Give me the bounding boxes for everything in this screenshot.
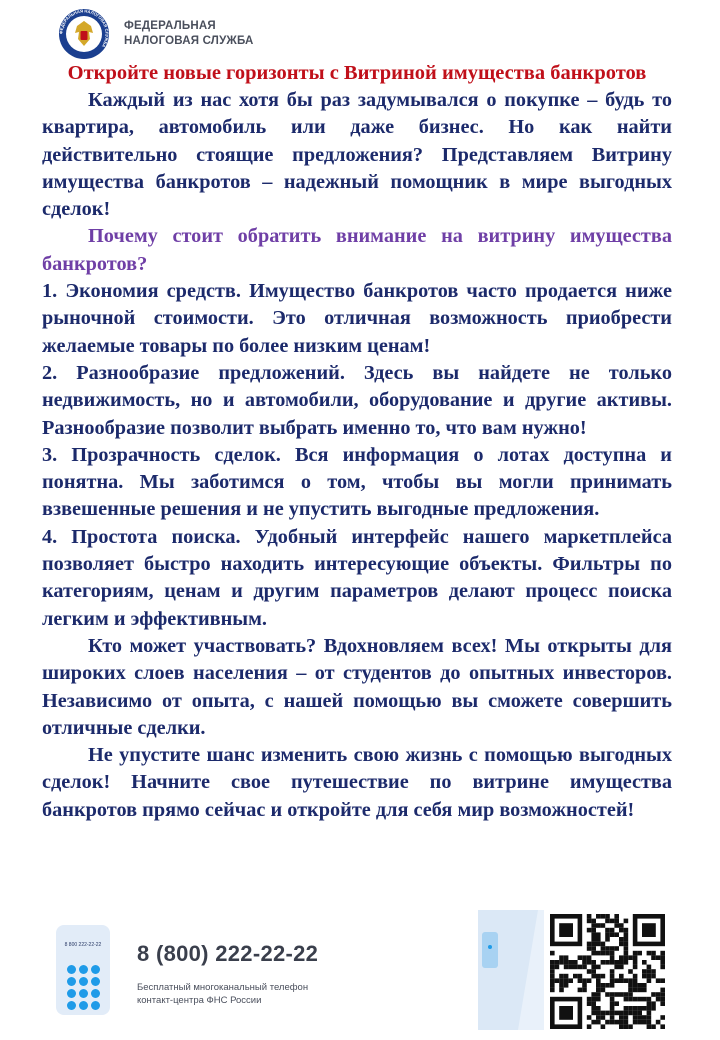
list-item: 1. Экономия средств. Имущество банкротов часто продается ниже рыночной стоимости. Это отличная возможность приобрести желаемые товары по более низким ценам! [42,280,672,357]
hotline-phone[interactable]: 8 (800) 222-22-22 [137,941,319,966]
article-title: Откройте новые горизонты с Витриной имущества банкротов [67,62,647,84]
org-name-line1: ФЕДЕРАЛЬНАЯ [124,20,216,32]
header [58,8,254,60]
hotline-desc-line2: контакт-центра ФНС России [137,995,262,1006]
org-name-line2: НАЛОГОВАЯ СЛУЖБА [124,35,254,47]
article [42,60,672,824]
closing-paragraph: Не упустите шанс изменить свою жизнь с помощью выгодных сделок! Начните свое путешествие по витрине имущества банкротов прямо сейчас и откройте для себя мир возможностей! [42,744,672,821]
question-heading: Почему стоит обратить внимание на витрину имущества банкротов? [42,225,672,275]
qr-block [478,910,672,1030]
emblem-ring-text: ФЕДЕРАЛЬНАЯ НАЛОГОВАЯ СЛУЖБА [58,8,110,49]
fns-emblem-icon [58,8,110,60]
phone-card-number: 8 800 222-22-22 [64,942,102,948]
qr-code[interactable] [478,910,672,1030]
intro-paragraph: Каждый из нас хотя бы раз задумывался о покупке – будь то квартира, автомобиль или даже бизнес. Но как найти действительно стоящие предложения? Представляем Витрину имущества банкротов – надежный помощник в мире выгодных сделок! [42,89,672,221]
phone-keypad-icon [56,925,110,1015]
who-paragraph: Кто может участвовать? Вдохновляем всех! Мы открыты для широких слоев населения – от студентов до опытных инвесторов. Независимо от опыта, с нашей помощью вы сможете совершить отличные сделки. [42,634,672,739]
hotline-desc-line1: Бесплатный многоканальный телефон [137,982,309,993]
list-item: 3. Прозрачность сделок. Вся информация о лотах доступна и понятна. Мы заботимся о том, чтобы вы могли принимать взвешенные решения и не упустить выгодные предложения. [42,443,672,521]
org-name [124,19,254,49]
hotline-description [137,981,387,1007]
list-item: 2. Разнообразие предложений. Здесь вы найдете не только недвижимость, но и автомобили, оборудование и другие активы. Разнообразие позволит выбрать именно то, что вам нужно! [42,361,672,439]
list-item: 4. Простота поиска. Удобный интерфейс нашего маркетплейса позволяет быстро находить интересующие объекты. Фильтры по категориям, ценам и другим параметров делают процесс поиска легким и эффективным. [42,525,672,630]
